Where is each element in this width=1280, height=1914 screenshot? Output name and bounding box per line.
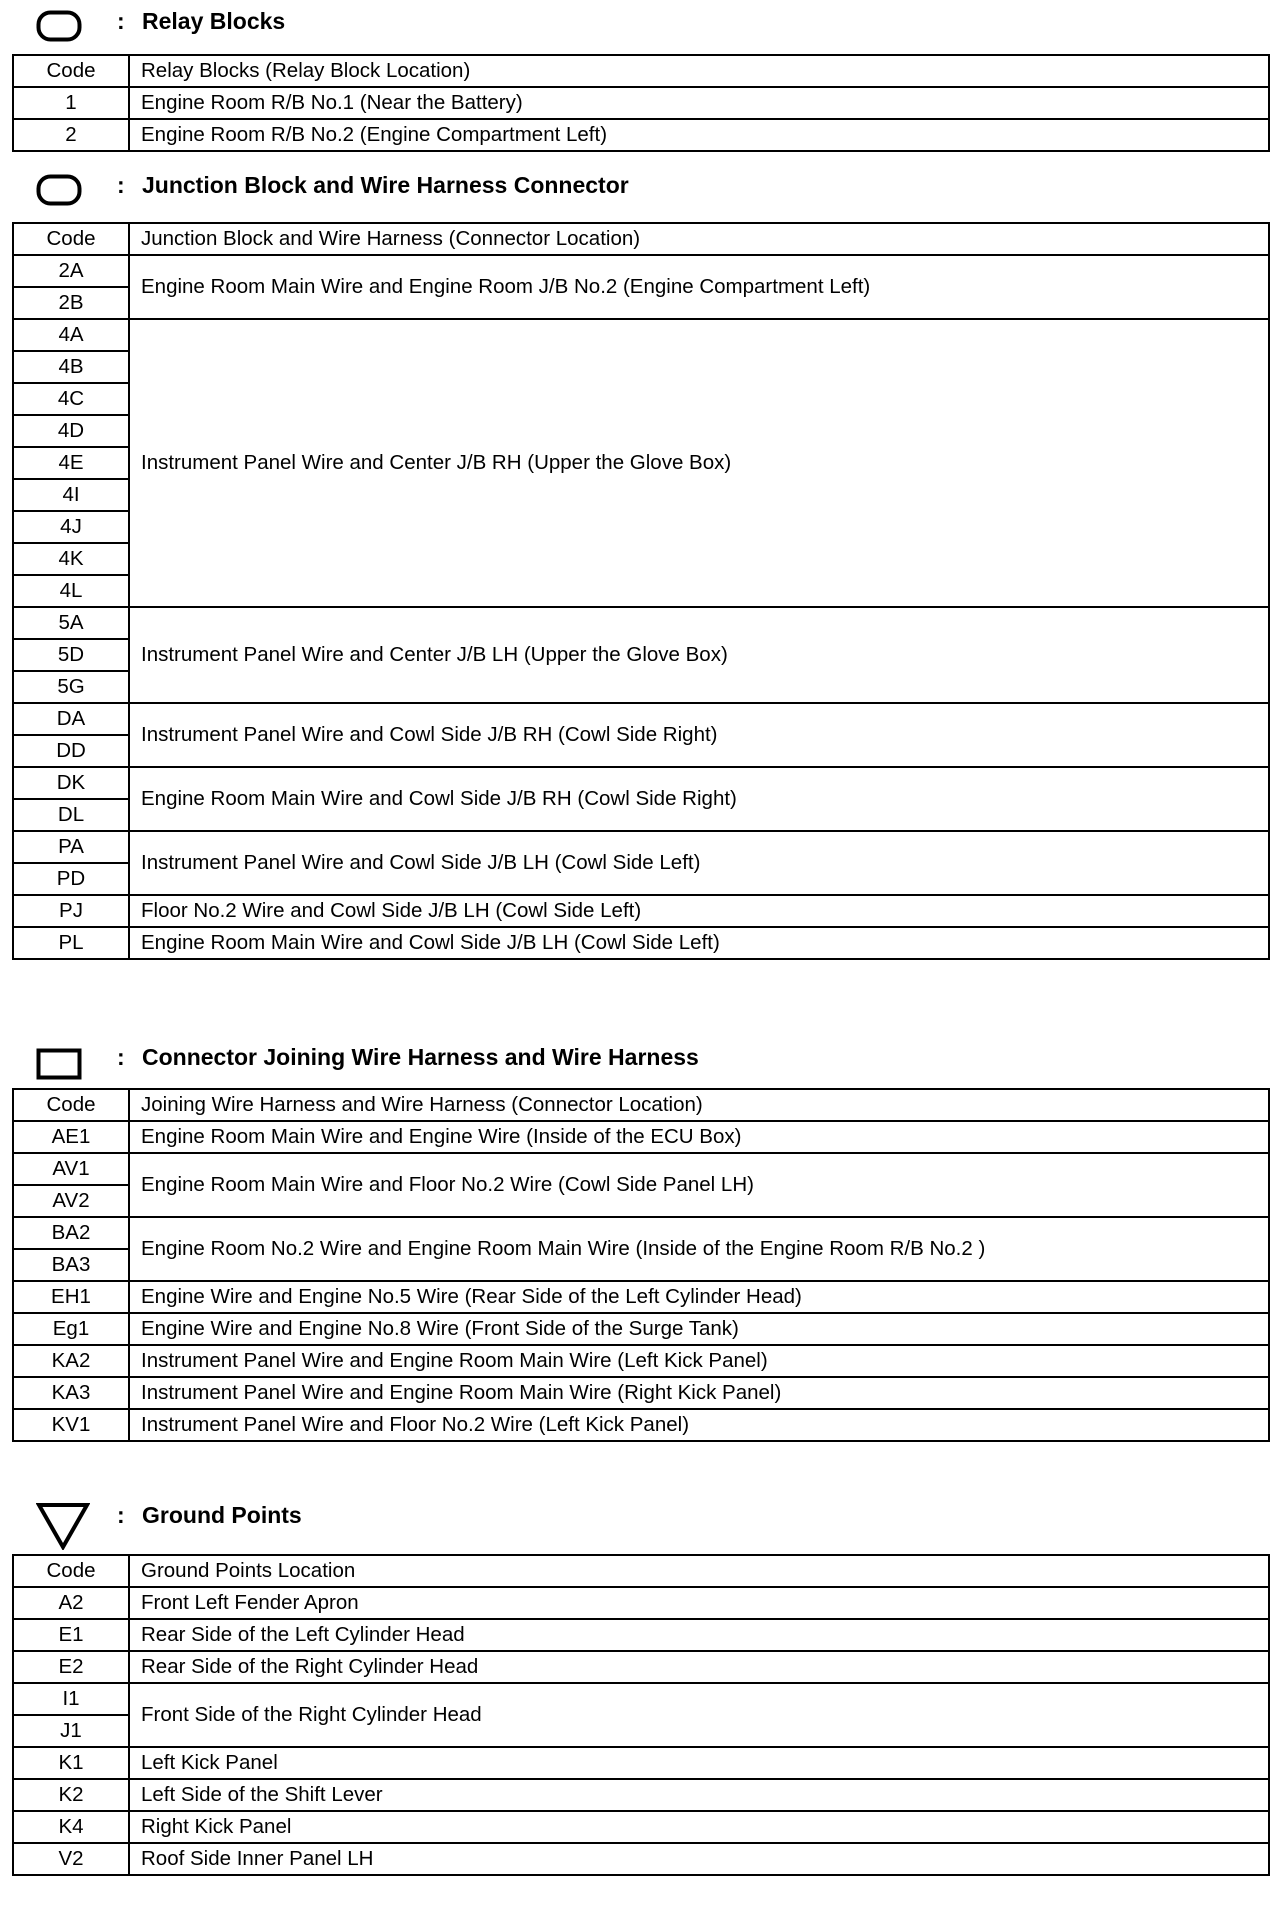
table-row	[13, 1377, 1269, 1409]
table-row	[13, 927, 1269, 959]
table-row	[13, 1121, 1269, 1153]
heading-colon: :	[117, 8, 125, 34]
code-cell: J1	[13, 1715, 129, 1747]
code-cell: AV2	[13, 1185, 129, 1217]
table-header-row	[13, 55, 1269, 87]
location-cell: Instrument Panel Wire and Engine Room Main Wire (Right Kick Panel)	[129, 1377, 1269, 1409]
table-row	[13, 119, 1269, 151]
code-cell: E2	[13, 1651, 129, 1683]
rounded-oval-symbol-icon	[36, 174, 82, 206]
table-row	[13, 1217, 1269, 1249]
location-cell: Engine Room R/B No.1 (Near the Battery)	[129, 87, 1269, 119]
table-row	[13, 703, 1269, 735]
description-column-header: Joining Wire Harness and Wire Harness (Connector Location)	[129, 1089, 1269, 1121]
location-cell: Instrument Panel Wire and Cowl Side J/B RH (Cowl Side Right)	[129, 703, 1269, 767]
code-cell: 2B	[13, 287, 129, 319]
code-cell: K1	[13, 1747, 129, 1779]
location-cell: Instrument Panel Wire and Cowl Side J/B LH (Cowl Side Left)	[129, 831, 1269, 895]
table-header-row	[13, 1089, 1269, 1121]
table-header-row	[13, 1555, 1269, 1587]
table-row	[13, 1409, 1269, 1441]
code-cell: AV1	[13, 1153, 129, 1185]
code-cell: 4I	[13, 479, 129, 511]
section-title: Connector Joining Wire Harness and Wire Harness	[142, 1044, 699, 1070]
relay-blocks-table	[12, 54, 1270, 152]
table-row	[13, 1683, 1269, 1715]
location-cell: Engine Room Main Wire and Cowl Side J/B LH (Cowl Side Left)	[129, 927, 1269, 959]
code-cell: KV1	[13, 1409, 129, 1441]
code-cell: 2	[13, 119, 129, 151]
table-row	[13, 1619, 1269, 1651]
code-cell: A2	[13, 1587, 129, 1619]
table-row	[13, 1747, 1269, 1779]
table-row	[13, 1281, 1269, 1313]
location-cell: Front Side of the Right Cylinder Head	[129, 1683, 1269, 1747]
code-cell: KA2	[13, 1345, 129, 1377]
location-cell: Engine Room Main Wire and Engine Wire (Inside of the ECU Box)	[129, 1121, 1269, 1153]
location-cell: Engine Room No.2 Wire and Engine Room Main Wire (Inside of the Engine Room R/B No.2 )	[129, 1217, 1269, 1281]
code-column-header: Code	[13, 1089, 129, 1121]
description-column-header: Junction Block and Wire Harness (Connector Location)	[129, 223, 1269, 255]
code-cell: BA2	[13, 1217, 129, 1249]
code-cell: 4A	[13, 319, 129, 351]
table-row	[13, 767, 1269, 799]
table-row	[13, 255, 1269, 287]
code-cell: V2	[13, 1843, 129, 1875]
junction-block-heading	[0, 168, 1280, 208]
code-cell: K4	[13, 1811, 129, 1843]
code-cell: EH1	[13, 1281, 129, 1313]
location-cell: Rear Side of the Left Cylinder Head	[129, 1619, 1269, 1651]
heading-colon: :	[117, 172, 125, 198]
table-row	[13, 1345, 1269, 1377]
code-cell: 5D	[13, 639, 129, 671]
table-row	[13, 607, 1269, 639]
location-cell: Engine Wire and Engine No.8 Wire (Front Side of the Surge Tank)	[129, 1313, 1269, 1345]
location-cell: Instrument Panel Wire and Center J/B LH (Upper the Glove Box)	[129, 607, 1269, 703]
table-row	[13, 1811, 1269, 1843]
table-row	[13, 87, 1269, 119]
location-cell: Engine Room Main Wire and Engine Room J/B No.2 (Engine Compartment Left)	[129, 255, 1269, 319]
code-cell: DK	[13, 767, 129, 799]
code-cell: 4J	[13, 511, 129, 543]
location-cell: Front Left Fender Apron	[129, 1587, 1269, 1619]
code-column-header: Code	[13, 1555, 129, 1587]
code-cell: 4C	[13, 383, 129, 415]
code-cell: E1	[13, 1619, 129, 1651]
code-cell: 5A	[13, 607, 129, 639]
location-cell: Left Kick Panel	[129, 1747, 1269, 1779]
connector-joining-table	[12, 1088, 1270, 1442]
code-column-header: Code	[13, 55, 129, 87]
code-cell: DA	[13, 703, 129, 735]
location-cell: Floor No.2 Wire and Cowl Side J/B LH (Cowl Side Left)	[129, 895, 1269, 927]
location-cell: Instrument Panel Wire and Engine Room Main Wire (Left Kick Panel)	[129, 1345, 1269, 1377]
table-row	[13, 895, 1269, 927]
code-cell: Eg1	[13, 1313, 129, 1345]
code-cell: 4E	[13, 447, 129, 479]
location-cell: Instrument Panel Wire and Floor No.2 Wire (Left Kick Panel)	[129, 1409, 1269, 1441]
section-title: Ground Points	[142, 1502, 302, 1528]
table-row	[13, 1843, 1269, 1875]
rectangle-symbol-icon	[36, 1048, 82, 1080]
code-cell: 2A	[13, 255, 129, 287]
ground-points-table	[12, 1554, 1270, 1876]
code-cell: 4B	[13, 351, 129, 383]
table-row	[13, 1313, 1269, 1345]
table-row	[13, 319, 1269, 351]
code-cell: BA3	[13, 1249, 129, 1281]
code-cell: 1	[13, 87, 129, 119]
code-cell: KA3	[13, 1377, 129, 1409]
heading-colon: :	[117, 1502, 125, 1528]
rounded-oval-symbol-icon	[36, 10, 82, 42]
table-row	[13, 831, 1269, 863]
ground-points-heading	[0, 1498, 1280, 1538]
code-cell: 4L	[13, 575, 129, 607]
code-cell: 5G	[13, 671, 129, 703]
location-cell: Left Side of the Shift Lever	[129, 1779, 1269, 1811]
code-cell: PL	[13, 927, 129, 959]
table-row	[13, 1587, 1269, 1619]
table-row	[13, 1651, 1269, 1683]
section-title: Relay Blocks	[142, 8, 286, 34]
location-cell: Engine Room R/B No.2 (Engine Compartment Left)	[129, 119, 1269, 151]
code-column-header: Code	[13, 223, 129, 255]
location-cell: Rear Side of the Right Cylinder Head	[129, 1651, 1269, 1683]
code-cell: K2	[13, 1779, 129, 1811]
location-cell: Engine Room Main Wire and Floor No.2 Wire (Cowl Side Panel LH)	[129, 1153, 1269, 1217]
table-header-row	[13, 223, 1269, 255]
description-column-header: Ground Points Location	[129, 1555, 1269, 1587]
junction-block-table	[12, 222, 1270, 960]
down-triangle-symbol-icon	[36, 1502, 90, 1550]
code-cell: PJ	[13, 895, 129, 927]
heading-colon: :	[117, 1044, 125, 1070]
table-row	[13, 1779, 1269, 1811]
relay-blocks-heading	[0, 4, 1280, 44]
code-cell: I1	[13, 1683, 129, 1715]
code-cell: 4K	[13, 543, 129, 575]
section-title: Junction Block and Wire Harness Connector	[142, 172, 629, 198]
code-cell: AE1	[13, 1121, 129, 1153]
location-cell: Engine Wire and Engine No.5 Wire (Rear Side of the Left Cylinder Head)	[129, 1281, 1269, 1313]
code-cell: DL	[13, 799, 129, 831]
code-cell: PD	[13, 863, 129, 895]
location-cell: Instrument Panel Wire and Center J/B RH (Upper the Glove Box)	[129, 319, 1269, 607]
description-column-header: Relay Blocks (Relay Block Location)	[129, 55, 1269, 87]
code-cell: PA	[13, 831, 129, 863]
location-cell: Engine Room Main Wire and Cowl Side J/B RH (Cowl Side Right)	[129, 767, 1269, 831]
location-cell: Roof Side Inner Panel LH	[129, 1843, 1269, 1875]
location-cell: Right Kick Panel	[129, 1811, 1269, 1843]
code-cell: DD	[13, 735, 129, 767]
table-row	[13, 1153, 1269, 1185]
connector-joining-heading	[0, 1040, 1280, 1080]
code-cell: 4D	[13, 415, 129, 447]
